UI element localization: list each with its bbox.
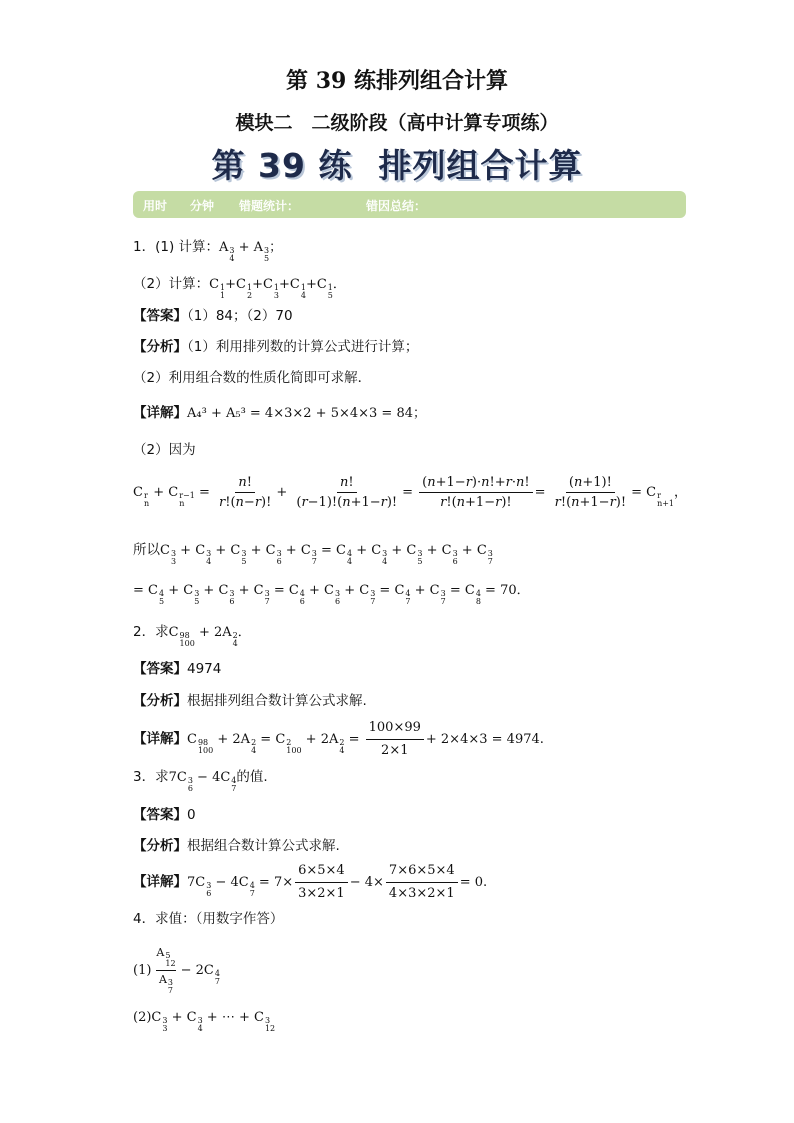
q1-analysis-2: （2）利用组合数的性质化简即可求解．: [133, 370, 372, 386]
q1-result-value: 70: [500, 583, 517, 598]
q4-part2-label: (2): [133, 1010, 152, 1025]
error-count-label: 错题统计：: [239, 199, 300, 213]
answer-label: 【答案】: [133, 661, 187, 677]
q3-frac1-num: 6×5×4: [295, 862, 348, 883]
module-subtitle: 模块二 二级阶段（高中计算专项练）: [235, 112, 559, 134]
analysis-label: 【分析】: [133, 838, 187, 854]
q1-so-line: [133, 541, 493, 566]
q1-part2: [133, 275, 346, 300]
q4-part1-label: (1): [133, 963, 152, 978]
q3-stem: [133, 768, 268, 793]
q3-answer-text: 0: [187, 807, 196, 823]
q2-stem-formula: C 98 100 + 2A 2 4 ．: [168, 625, 251, 648]
time-label: 用时: [143, 199, 168, 213]
stats-bar: [133, 191, 686, 218]
detail-label: 【详解】: [133, 731, 187, 747]
q3-answer: [133, 806, 196, 824]
q2-answer: [133, 660, 221, 678]
q1-result-formula: = C 4 5 + C 3 5 + C 3 6 + C 3 7 = C 4 6 + C 3 6 + C 3 7 = C 4 7 + C 3 7 = C 4 8 = 70．: [133, 583, 530, 606]
q2-stem: [133, 623, 251, 648]
q1-detail: [133, 404, 426, 423]
answer-label: 【答案】: [133, 807, 187, 823]
q3-analysis-text: 根据组合数计算公式求解.: [187, 838, 340, 854]
error-reason-label: 错因总结：: [366, 199, 427, 213]
q3-frac1-den: 3×2×1: [298, 886, 345, 901]
detail-label: 【详解】: [133, 874, 187, 890]
q1-so-formula: C 3 3 + C 3 4 + C 3 5 + C 3 6 + C 3 7 = C 4 4 + C 3 4 + C 3 5 + C 3 6 + C 3 7: [160, 543, 493, 566]
q4-stem: 4．求值：（用数字作答）: [133, 911, 284, 927]
q2-detail-tail: + 2×4×3 = 4974: [425, 732, 540, 747]
q1-analysis: [133, 338, 418, 356]
big-title: [0, 140, 794, 187]
q1-identity-formula: C r n + C r−1 n = $\frac{n!}{r!(n-r)!}$ + $\frac{n!}{(r-1)!(n+1-r)!}$ = $\frac{(n+1-r)\cdot n!+r\cdot n!}{r!(n+1-r)!}$ = $\frac{(n+1)!}{r!(n+1-r)!}$ = C r n+1 ，: [133, 475, 688, 510]
q2-detail: [133, 719, 544, 760]
q1-answer-text: （1）84；（2）70: [187, 308, 293, 324]
answer-label: 【答案】: [133, 308, 187, 324]
q1-part2-text: （2）计算：: [133, 276, 210, 292]
big-title-number: 第 39 练: [211, 146, 353, 185]
analysis-label: 【分析】: [133, 693, 187, 709]
q3-detail: [133, 862, 487, 903]
q3-detail-formula: 7C 3 6 − 4C 4 7 = 7× $\frac{6\times 5\times 4}{3\times 2\times 1}$ − 4× $\frac{7\times 6\times 5\times 4}{4\times 3\times 2\times 1}$ = 0.: [187, 863, 488, 901]
q1-part1: [133, 238, 282, 263]
page-title: 第 39 练排列组合计算: [286, 68, 508, 94]
q1-answer: [133, 307, 293, 325]
so-label: 所以: [133, 542, 160, 558]
q1-part2-formula: C 1 1 +C 1 2 +C 1 3 +C 1 4 +C 1 5 ．: [209, 277, 346, 300]
q4-part2: (2)C 3 3 + C 3 4 + ⋯ + C 3 12: [133, 1010, 276, 1033]
q3-frac2-den: 4×3×2×1: [388, 886, 455, 901]
q2-frac-den: 2×1: [381, 743, 409, 758]
detail-label: 【详解】: [133, 405, 187, 421]
q1-because: （2）因为: [133, 442, 196, 458]
q2-analysis-text: 根据排列组合数计算公式求解.: [187, 693, 367, 709]
q1-detail-formula: A₄³ + A₅³ = 4×3×2 + 5×4×3 = 84；: [187, 406, 426, 421]
q2-frac-num: 100×99: [366, 719, 424, 740]
q3-analysis: [133, 837, 340, 855]
big-title-text: 排列组合计算: [378, 146, 583, 185]
q3-stem-tail: 的值.: [236, 769, 268, 785]
q2-analysis: [133, 692, 367, 710]
q2-answer-text: 4974: [187, 661, 222, 677]
q1-analysis-text-1: （1）利用排列数的计算公式进行计算；: [187, 339, 419, 355]
q1-part1-text: 1．(1) 计算：: [133, 239, 220, 255]
q2-detail-formula: C 98 100 + 2A 2 4 = C 2 100 + 2A 2 4 = $\frac{100\times 99}{2\times 1}$ + 2×4×3 = 4974.: [187, 720, 544, 758]
q3-detail-tail: = 0.: [459, 875, 488, 890]
analysis-label: 【分析】: [133, 339, 187, 355]
q1-part1-formula: A 3 4 + A 3 5 ；: [219, 240, 283, 263]
q3-stem-formula: 7C 3 6 − 4C 4 7: [168, 770, 237, 793]
q3-stem-text: 3．求: [133, 769, 169, 785]
q3-frac2-num: 7×6×5×4: [386, 862, 458, 883]
q2-stem-text: 2．求: [133, 624, 169, 640]
q4-part1: (1) A 5 12 A 3 7 − 2C 4 7: [133, 946, 220, 995]
minutes-label: 分钟: [190, 199, 215, 213]
